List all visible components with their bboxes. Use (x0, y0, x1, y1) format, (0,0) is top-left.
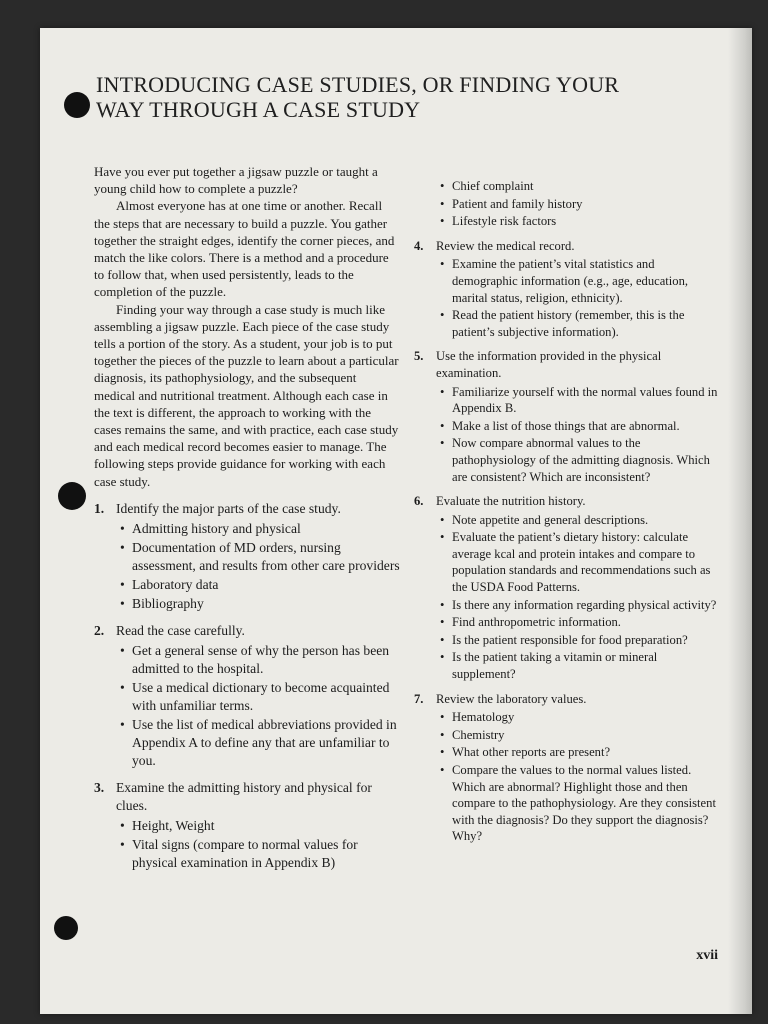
step-item (94, 779, 400, 872)
step-item (414, 493, 720, 683)
step-number: 4. (414, 238, 424, 253)
intro-paragraph: Finding your way through a case study is much like assembling a jigsaw puzzle. Each piece of the case study tells a portion of the story. As a student, your job is to put together the pieces of the puzzle to learn about a particular diagnosis, its pathophysiology, and the subsequent medical and nutritional treatment. Although each case in the text is different, the approach to working with the cases remains the same, and with practice, each case study and each medical record becomes easier to manage. The following steps provide guidance for working with each case study. (94, 301, 399, 489)
right-column (414, 178, 720, 853)
step-item (414, 238, 720, 341)
step-number: 1. (94, 500, 105, 516)
bullet-item: • Bibliography (116, 595, 400, 613)
step-bullets (436, 709, 720, 845)
step-number: 3. (94, 779, 105, 795)
bullet-item: • Familiarize yourself with the normal values found in Appendix B. (436, 384, 720, 417)
bullet-item: • Use the list of medical abbreviations provided in Appendix A to define any that are unfamiliar to you. (116, 716, 400, 770)
step-bullets (116, 642, 400, 770)
step-item (94, 500, 400, 613)
step-text: Read the case carefully. (116, 622, 245, 638)
intro-paragraph: Have you ever put together a jigsaw puzzle or taught a young child how to complete a puzzle? (94, 164, 378, 197)
step-number: 2. (94, 622, 105, 638)
step-item (414, 691, 720, 845)
bullet-item: • Patient and family history (436, 196, 720, 213)
bullet-item: • What other reports are present? (436, 744, 720, 761)
intro-paragraph: Almost everyone has at one time or another. Recall the steps that are necessary to build a puzzle. You gather together the straight edges, identify the corner pieces, and match the like colors. There is a method and a procedure to follow that, when used persistently, leads to the completion of the puzzle. (94, 198, 395, 300)
step-item (94, 622, 400, 770)
punch-hole (64, 92, 90, 118)
bullet-item: • Use a medical dictionary to become acquainted with unfamiliar terms. (116, 679, 400, 715)
step-number: 6. (414, 494, 424, 509)
bullet-item: • Make a list of those things that are abnormal. (436, 418, 720, 435)
punch-hole (54, 916, 78, 940)
bullet-item: • Evaluate the patient’s dietary history: calculate average kcal and protein intakes and compare to population standards and recommendations such as the USDA Food Patterns. (436, 529, 720, 595)
bullet-item: • Lifestyle risk factors (436, 213, 720, 230)
bullet-item: • Now compare abnormal values to the pathophysiology of the admitting diagnosis. Which are consistent? Which are inconsistent? (436, 435, 720, 485)
punch-hole (58, 482, 86, 510)
bullet-item: • Get a general sense of why the person has been admitted to the hospital. (116, 642, 400, 678)
step-bullets (116, 817, 400, 872)
bullet-item: • Is the patient taking a vitamin or mineral supplement? (436, 649, 720, 682)
step-number: 7. (414, 691, 424, 706)
bullet-item: • Documentation of MD orders, nursing assessment, and results from other care providers (116, 539, 400, 575)
bullet-item: • Compare the values to the normal values listed. Which are abnormal? Highlight those and then compare to the pathophysiology. Are they consistent with the diagnosis? Do they support the diagnosis? Why? (436, 762, 720, 845)
steps-list (414, 238, 720, 845)
bullet-item: • Hematology (436, 709, 720, 726)
bullet-item: • Admitting history and physical (116, 520, 400, 538)
step-bullets (436, 384, 720, 486)
step-item (414, 348, 720, 485)
bullet-item: • Chemistry (436, 727, 720, 744)
left-column (94, 163, 400, 881)
continued-bullets (436, 178, 720, 230)
step-text: Review the medical record. (436, 238, 575, 253)
step-text: Evaluate the nutrition history. (436, 494, 586, 509)
step-text: Use the information provided in the physical examination. (436, 349, 662, 380)
step-bullets (436, 256, 720, 340)
step-number: 5. (414, 349, 424, 364)
bullet-item: • Find anthropometric information. (436, 614, 720, 631)
steps-list (94, 500, 400, 872)
step-bullets (116, 520, 400, 613)
page-title: INTRODUCING CASE STUDIES, OR FINDING YOUR WAY THROUGH A CASE STUDY (96, 72, 620, 122)
bullet-item: • Examine the patient’s vital statistics and demographic information (e.g., age, education, marital status, religion, ethnicity). (436, 256, 720, 306)
step-text: Examine the admitting history and physical for clues. (116, 779, 372, 813)
document-page (40, 28, 752, 1014)
step-text: Identify the major parts of the case study. (116, 500, 341, 516)
bullet-item: • Chief complaint (436, 178, 720, 195)
bullet-item: • Laboratory data (116, 576, 400, 594)
bullet-item: • Is the patient responsible for food preparation? (436, 632, 720, 649)
step-bullets (436, 512, 720, 683)
bullet-item: • Note appetite and general descriptions. (436, 512, 720, 529)
bullet-item: • Is there any information regarding physical activity? (436, 597, 720, 614)
page-number: xvii (696, 948, 718, 963)
page-edge-shadow (728, 28, 752, 1014)
step-text: Review the laboratory values. (436, 691, 587, 706)
bullet-item: • Vital signs (compare to normal values for physical examination in Appendix B) (116, 836, 400, 872)
bullet-item: • Read the patient history (remember, this is the patient’s subjective information). (436, 307, 720, 340)
bullet-item: • Height, Weight (116, 817, 400, 835)
